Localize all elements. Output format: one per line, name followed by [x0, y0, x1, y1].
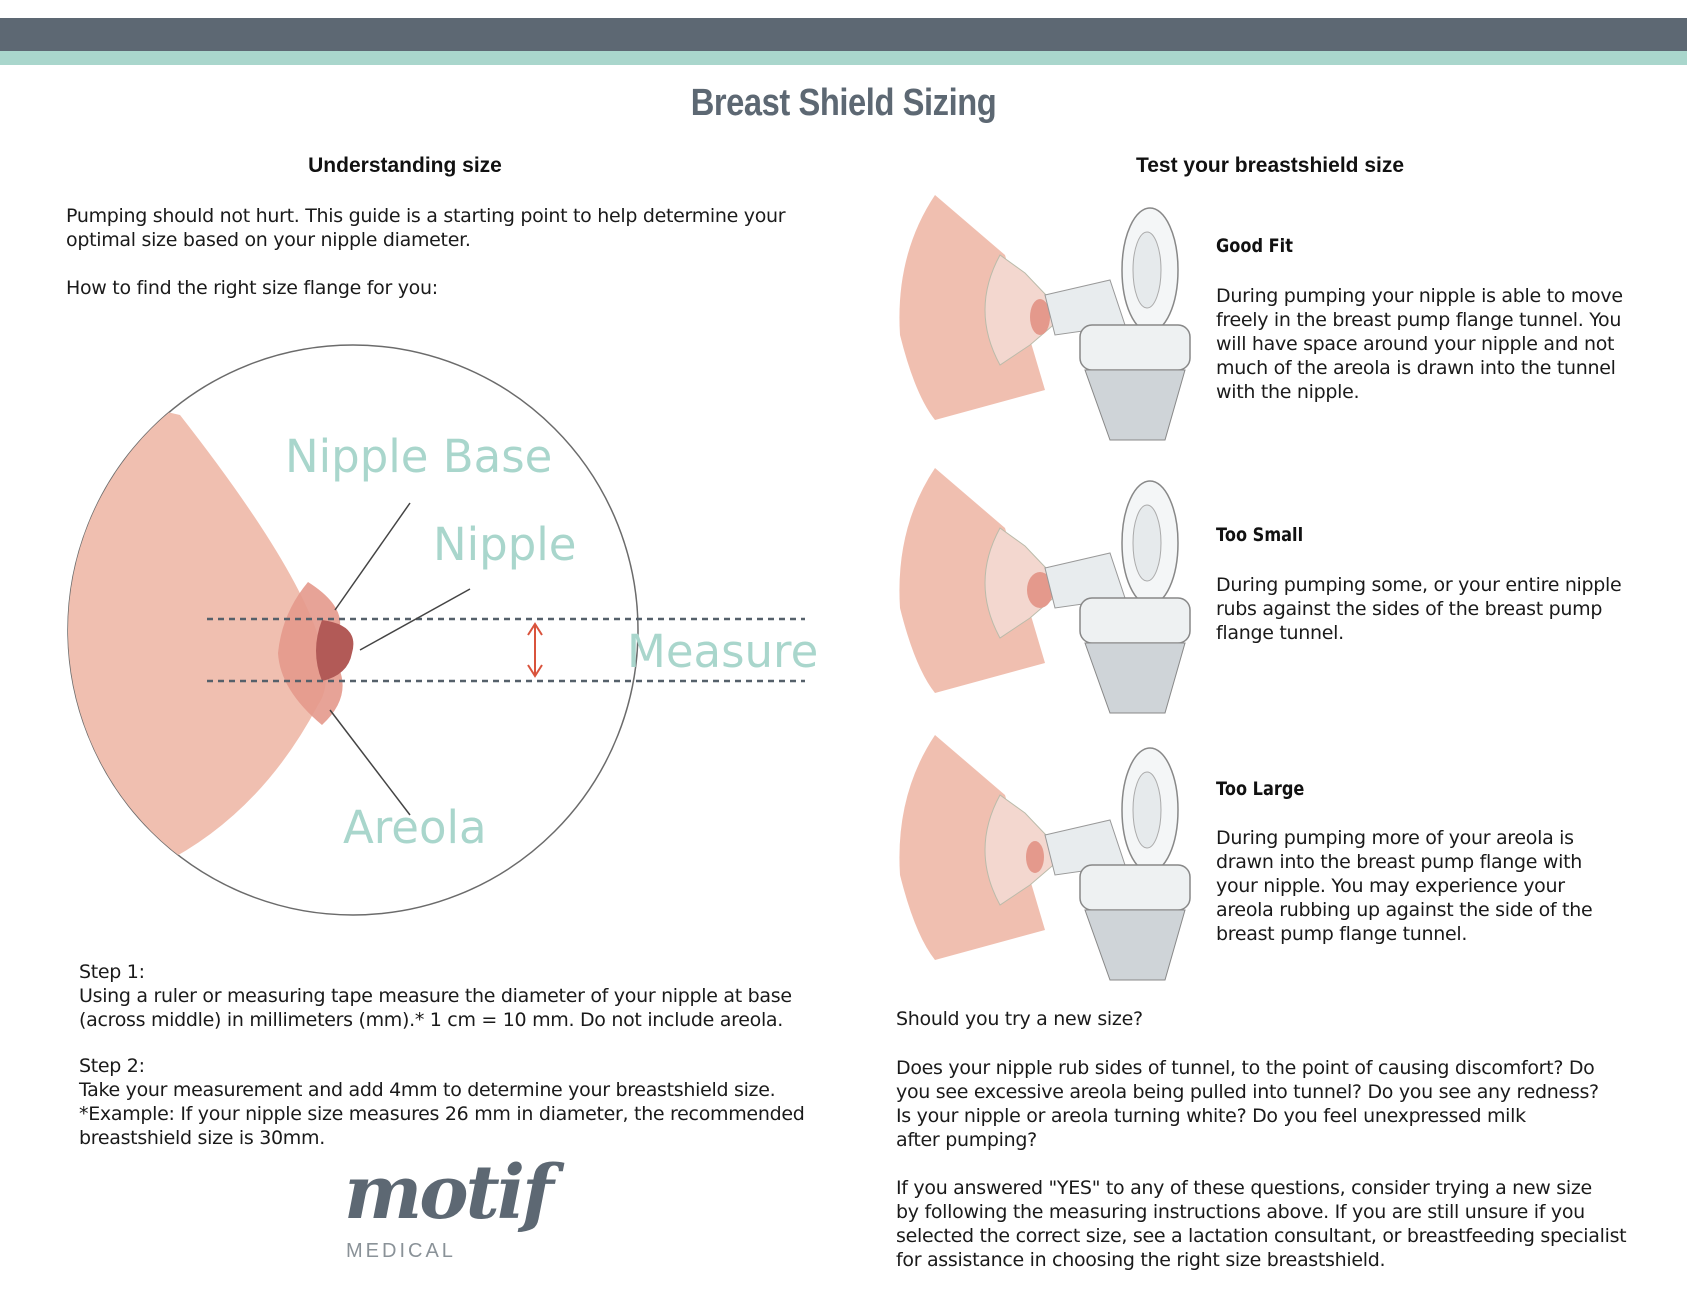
label-areola: Areola: [343, 801, 487, 854]
label-nipple: Nipple: [433, 518, 577, 571]
step-1-text: Step 1: Using a ruler or measuring tape measure the diameter of your nipple at base (across middle) in millimeters (mm).* 1 cm = 10 mm. Do not include areola.: [79, 961, 792, 1031]
checklist-text: Does your nipple rub sides of tunnel, to the point of causing discomfort? Do you see excessive areola being pulled into tunnel? Do you see any redness? Is your nipple or areola turning white? Do you feel unexpressed milk after pumping?: [896, 1057, 1599, 1151]
fit-text-too-large: During pumping more of your areola is drawn into the breast pump flange with your nipple. You may experience your areola rubbing up against the side of the breast pump flange tunnel.: [1216, 827, 1593, 945]
label-nipple-base: Nipple Base: [285, 430, 553, 483]
fit-text-good: During pumping your nipple is able to move freely in the breast pump flange tunnel. You will have space around your nipple and not much of the areola is drawn into the tunnel with the nipple.: [1216, 285, 1623, 403]
illustration-too-small: [895, 468, 1195, 718]
fit-title-too-large: Too Large: [1216, 778, 1305, 800]
header-bar: [0, 18, 1687, 51]
fit-title-good: Good Fit: [1216, 235, 1293, 257]
step-2-text: Step 2: Take your measurement and add 4mm to determine your breastshield size. *Example: If your nipple size measures 26 mm in diameter, the recommended breastshield size is 30mm.: [79, 1055, 805, 1149]
how-to-text: How to find the right size flange for you:: [66, 277, 438, 299]
logo-wordmark: motif: [344, 1150, 551, 1236]
fit-text-too-small: During pumping some, or your entire nipple rubs against the sides of the breast pump flange tunnel.: [1216, 574, 1622, 644]
intro-text: Pumping should not hurt. This guide is a starting point to help determine your optimal size based on your nipple diameter.: [66, 205, 786, 251]
illustration-good-fit: [895, 195, 1195, 445]
advice-text: If you answered "YES" to any of these questions, consider trying a new size by following the measuring instructions above. If you are still unsure if you selected the correct size, see a lactation consultant, or breastfeeding specialist for assistance in choosing the right size breastshield.: [896, 1177, 1627, 1271]
fit-title-too-small: Too Small: [1216, 524, 1304, 546]
right-heading: Test your breastshield size: [1135, 154, 1405, 177]
logo-subtitle: MEDICAL: [346, 1240, 456, 1262]
measurement-diagram: [60, 345, 880, 935]
left-heading: Understanding size: [308, 154, 502, 177]
new-size-question: Should you try a new size?: [896, 1008, 1143, 1030]
header-accent-stripe: [0, 51, 1687, 65]
illustration-too-large: [895, 735, 1195, 985]
page-title: Breast Shield Sizing: [690, 82, 997, 124]
label-measure: Measure: [627, 625, 819, 678]
